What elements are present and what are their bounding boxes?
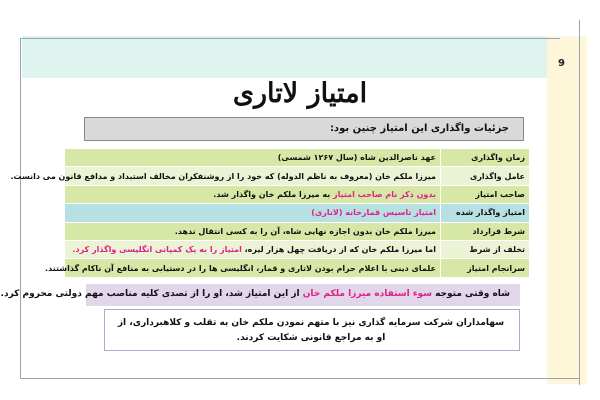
highlight-text: امتیاز را به یک کمپانی انگلیسی واگذار کرد.: [72, 245, 242, 255]
details-table: [10, 148, 530, 278]
row-value: میرزا ملکم خان (معروف به ناظم الدوله) که خود را از روشنفکران مخالف استبداد و مدافع قانون می دانست.: [65, 167, 441, 185]
row-label: زمان واگذاری: [441, 149, 530, 167]
row-value: عهد ناصرالدین شاه (سال ۱۲۶۷ شمسی): [65, 149, 441, 167]
row-label: شرط قرارداد: [441, 222, 530, 240]
table-row: [65, 167, 530, 185]
note-text-start: شاه وقتی متوجه: [431, 289, 510, 299]
row-label: تخلف از شرط: [441, 240, 530, 258]
note-text-end: از این امتیاز شد، او را از تصدی کلیه مناصب مهم دولتی محروم کرد.: [0, 289, 303, 299]
table-row: [65, 185, 530, 203]
frame-line-bottom: [20, 378, 580, 379]
row-value-text: اما میرزا ملکم خان که از دریافت چهل هزار لیره،: [241, 245, 436, 255]
table-row: [65, 149, 530, 167]
table-row: [65, 222, 530, 240]
final-box: [104, 309, 520, 351]
row-label: عامل واگذاری: [441, 167, 530, 185]
note-box: [0, 284, 520, 306]
intro-text: جزئیات واگذاری این امتیاز چنین بود:: [329, 123, 509, 134]
frame-line-top: [20, 38, 560, 39]
row-label: صاحب امتیاز: [441, 185, 530, 203]
row-value-text: به میرزا ملکم خان واگذار شد.: [213, 189, 334, 199]
row-label: امتیاز واگذار شده: [441, 204, 530, 222]
table-row: [65, 204, 530, 222]
row-label: سرانجام امتیاز: [441, 259, 530, 277]
table-row: [65, 259, 530, 277]
final-text: سهامداران شرکت سرمایه گذاری نیز با متهم نمودن ملکم خان به تقلب و کلاهبرداری، از او به مراجع قانونی شکایت کردند.: [117, 318, 505, 343]
frame-line-right: [579, 20, 580, 385]
row-value: علمای دینی با اعلام حرام بودن لاتاری و قمار، انگلیسی ها را در دستیابی به منافع آن ناکام گذاشتند.: [65, 259, 441, 277]
slide-title: امتیاز لاتاری: [232, 78, 368, 109]
row-value: [65, 240, 441, 258]
decorative-top-band: [22, 36, 587, 78]
table-row: [65, 240, 530, 258]
highlight-text: بدون ذکر نام صاحب امتیاز: [333, 189, 436, 199]
slide-number: 9: [558, 58, 565, 69]
highlight-text: امتیاز تاسیس قمارخانه (لاتاری): [311, 208, 436, 218]
note-highlight: سوء استفاده میرزا ملکم خان: [302, 289, 432, 299]
row-value: [65, 204, 441, 222]
intro-box: [84, 117, 524, 141]
row-value: [65, 185, 441, 203]
row-value: میرزا ملکم خان بدون اجازه نهایی شاه، آن را به کسی انتقال ندهد.: [65, 222, 441, 240]
